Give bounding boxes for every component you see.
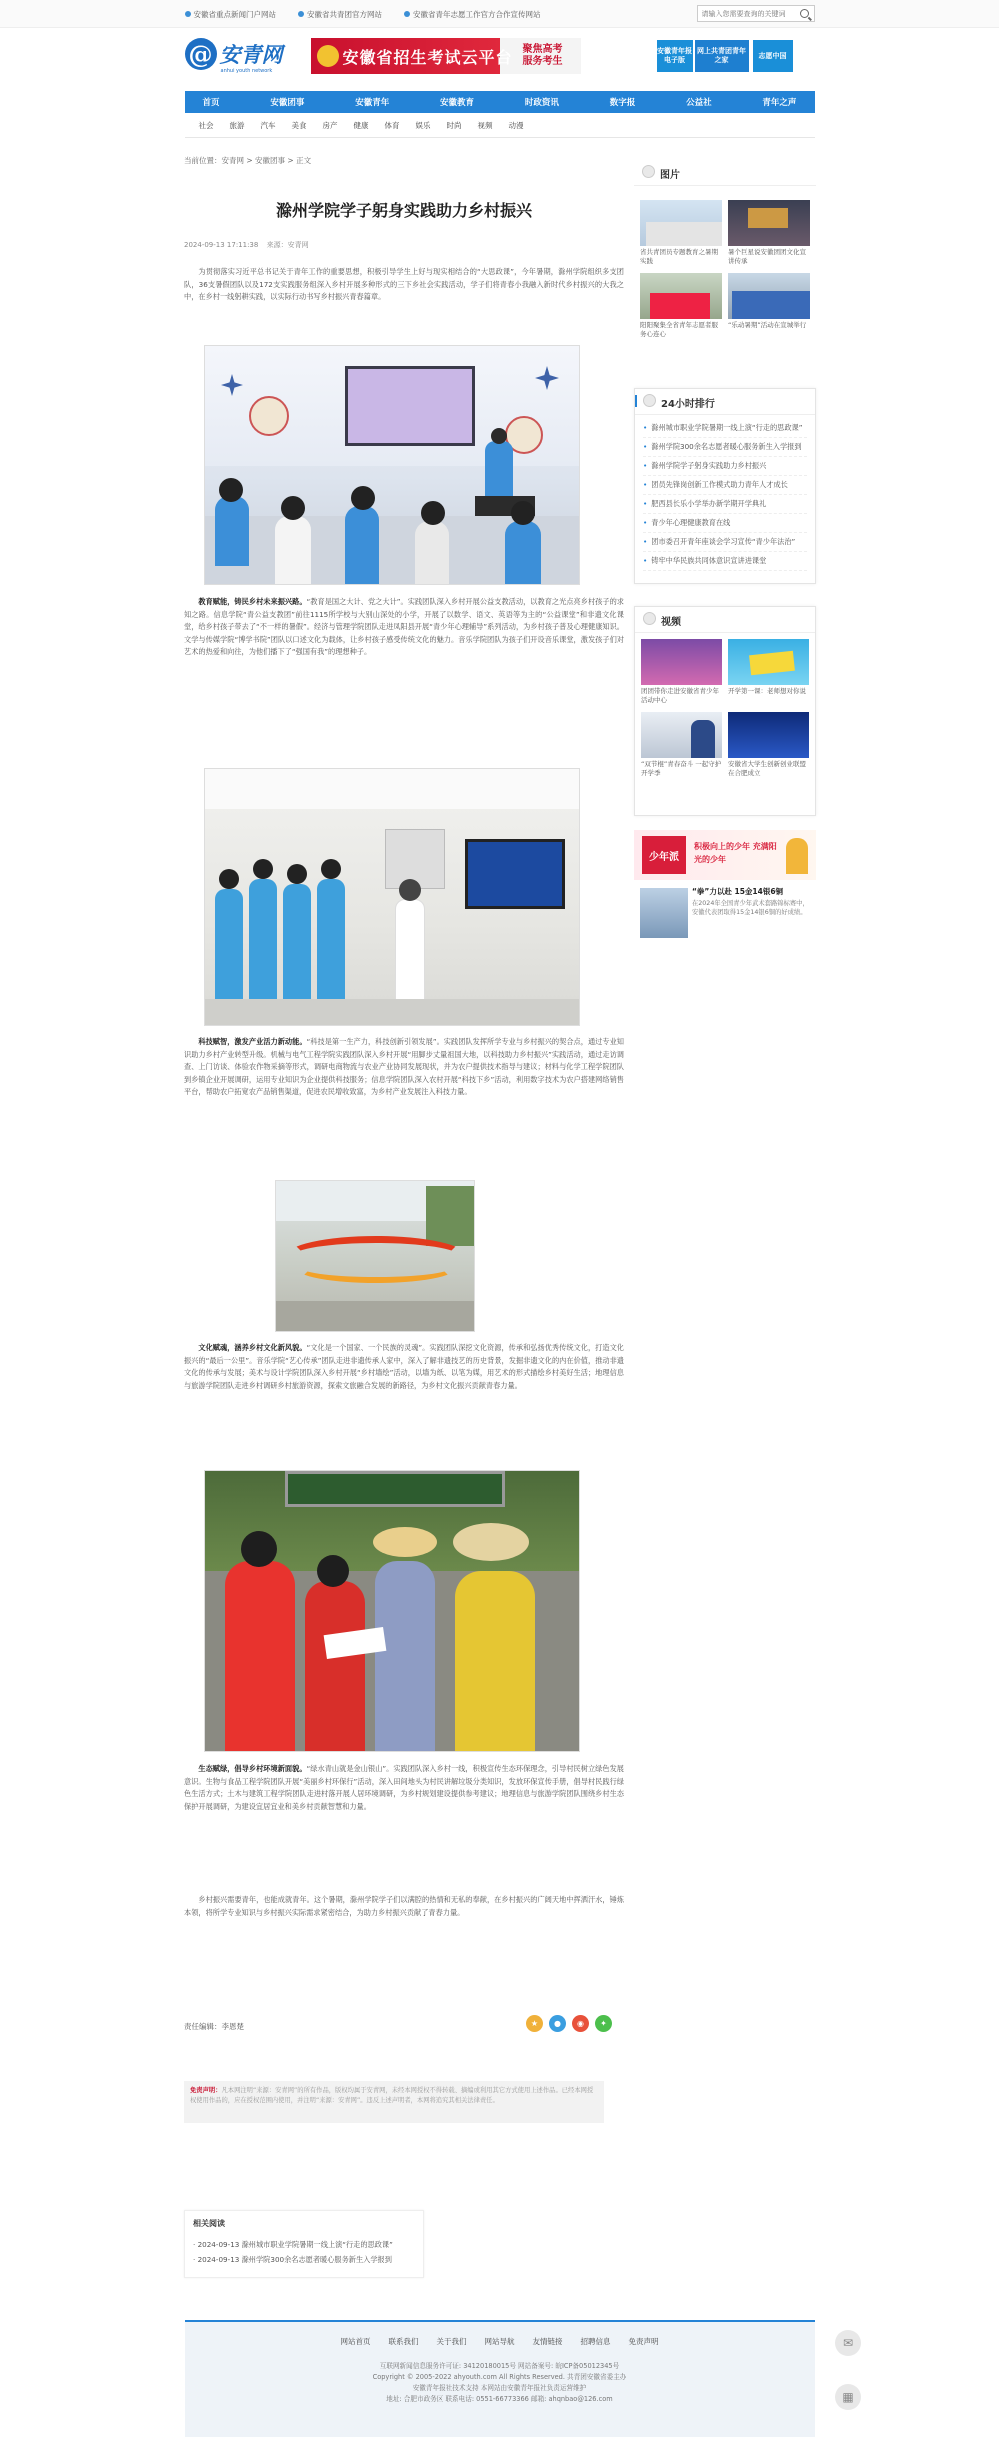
rank-item[interactable]: • 滁州城市职业学院暑期一线上演“行走的思政课” xyxy=(643,419,807,438)
subnav-item[interactable]: 美食 xyxy=(291,121,307,130)
article-paragraph: 为贯彻落实习近平总书记关于青年工作的重要思想，积极引导学生上好与现实相结合的“大思政课”，今年暑期，滁州学院组织多支团队，36支暑假团队以及172支实践服务组深入乡村开展多种形式的三下乡社会实践活动，学子们将青春小我融入新时代乡村振兴的大我之中，在乡村一线躬耕实践，以实际行动书写乡村振兴青春篇章。 xyxy=(184,267,624,301)
subnav-item[interactable]: 汽车 xyxy=(260,121,276,130)
top-link-3-label: 安徽省青年志愿工作官方合作宣传网站 xyxy=(413,9,541,19)
editor-label: 责任编辑： xyxy=(184,2022,222,2031)
sidebar-ranking-title: 24小时排行 xyxy=(661,399,715,410)
qrcode-float-button[interactable] xyxy=(835,2384,861,2410)
banner-title: 安徽省招生考试云平台 xyxy=(342,47,513,67)
sidebar-video-caption: “双节棍”青春奋斗 一起守护开学季 xyxy=(641,760,722,777)
related-title: 相关阅读 xyxy=(193,2219,225,2228)
ad-news-thumb xyxy=(640,888,688,938)
subnav-item[interactable]: 动漫 xyxy=(508,121,524,130)
sidebar-photos xyxy=(634,160,816,376)
related-reading xyxy=(184,2210,424,2278)
disclaimer xyxy=(184,2081,604,2123)
editor-line xyxy=(184,2021,244,2032)
sidebar-video-caption: 开学第一课：老师想对你说 xyxy=(728,687,806,695)
rank-item[interactable]: • 滁州学院学子躬身实践助力乡村振兴 xyxy=(643,457,807,476)
top-link-2-label: 安徽省共青团官方网站 xyxy=(307,9,382,19)
footer-line: 地址: 合肥市政务区 联系电话: 0551-66773366 邮箱: ahqnbao@126.com xyxy=(386,2395,613,2403)
sidebar-video xyxy=(634,606,816,816)
article-paragraph: 科技赋智，激发产业活力新动能。“科技是第一生产力，科技创新引领发展”。实践团队发挥所学专业与乡村振兴的契合点，通过专业知识助力乡村产业转型升级。机械与电气工程学院实践团队深入乡村开展“用脚步丈量祖国大地，以科技助力乡村振兴”实践活动，通过走访调查、上门访谈、体验农作物采摘等形式，调研电商物流与农业产业协同发展现状，并为农户提供技术指导与建议；材料与化学工程学院团队到乡镇企业开展调研，运用专业知识为企业提供科技服务；信息学院团队深入农村开展“科技下乡”活动，利用数字技术为农户搭建网络销售平台，帮助农户拓宽农产品销售渠道，促进农民增收致富，为乡村产业发展注入科技力量。 xyxy=(184,1037,624,1096)
logo-text: 安青网 xyxy=(219,42,283,67)
ad-badge: 少年派 xyxy=(642,836,686,874)
rank-item[interactable]: • 铸牢中华民族共同体意识宣讲进课堂 xyxy=(643,552,807,571)
rank-item[interactable]: • 团市委召开青年座谈会学习宣传“青少年法治” xyxy=(643,533,807,552)
wechat-float-button[interactable] xyxy=(835,2330,861,2356)
banner-side-2: 服务考生 xyxy=(522,56,563,67)
article-photo-dragon-dance xyxy=(275,1180,475,1332)
nav-youth-voice[interactable]: 青年之声 xyxy=(762,98,797,108)
sidebar-ad-banner[interactable] xyxy=(634,830,816,880)
clock-icon xyxy=(643,394,656,407)
qzone-share-icon[interactable]: ★ xyxy=(526,2015,543,2032)
promo-tile-1-label: 安徽青年报电子版 xyxy=(657,47,692,64)
banner-side-1: 聚焦高考 xyxy=(522,44,563,55)
footer-link[interactable]: 免责声明 xyxy=(628,2337,659,2346)
sidebar-photo-item[interactable] xyxy=(640,273,722,340)
sidebar-video-title: 视频 xyxy=(661,617,681,628)
article-photo-garbage-sorting xyxy=(204,1470,580,1752)
sidebar-photo-caption: 暑个巨星说安徽团团文化宣讲传承 xyxy=(728,248,806,265)
ad-news-text: 在2024年全国青少年武术套路锦标赛中，安徽代表团取得15金14银6铜的好成绩。 xyxy=(692,900,809,916)
nav-tuanshi[interactable]: 安徽团事 xyxy=(270,98,305,108)
logo-subtext: anhui youth network xyxy=(220,68,273,74)
related-item[interactable]: · 2024-09-13 滁州学院300余名志愿者暖心服务新生入学报到 xyxy=(193,2255,392,2264)
disclaimer-text: 凡本网注明“来源：安青网”的所有作品，版权均属于安青网，未经本网授权不得转载、摘编或利用其它方式使用上述作品。已经本网授权使用作品的，应在授权范围内使用，并注明“来源：安青网”。违反上述声明者，本网将追究其相关法律责任。 xyxy=(190,2087,594,2104)
article-photo-classroom xyxy=(204,345,580,585)
nav-education[interactable]: 安徽教育 xyxy=(440,98,475,108)
sidebar-ranking-header xyxy=(635,389,815,415)
footer-link[interactable]: 网站导航 xyxy=(484,2337,515,2346)
sidebar-video-item[interactable] xyxy=(728,639,809,706)
wechat-icon: ✉ xyxy=(842,2336,854,2350)
video-icon xyxy=(643,612,656,625)
subnav-item[interactable]: 旅游 xyxy=(229,121,245,130)
footer-link[interactable]: 关于我们 xyxy=(436,2337,467,2346)
article-date: 2024-09-13 17:11:38 xyxy=(184,241,259,249)
related-item[interactable]: · 2024-09-13 滁州城市职业学院暑期一线上演“行走的思政课” xyxy=(193,2240,393,2249)
sidebar-photo-caption: 阳阳聚集全省青年志愿者服务心连心 xyxy=(640,321,718,338)
share-bar xyxy=(526,2015,612,2032)
sidebar-photo-caption: “乐动暑期”活动在宣城举行 xyxy=(728,321,807,329)
footer-link[interactable]: 招聘信息 xyxy=(580,2337,611,2346)
sidebar-video-item[interactable] xyxy=(641,712,722,779)
editor-name: 李恩楚 xyxy=(221,2022,244,2031)
sidebar-video-caption: 安徽省大学生创新创业联盟在合肥成立 xyxy=(728,760,806,777)
subnav-item[interactable]: 健康 xyxy=(353,121,369,130)
top-link-1-label: 安徽省重点新闻门户网站 xyxy=(193,9,276,19)
ad-title: 积极向上的少年 充满阳光的少年 xyxy=(694,842,777,864)
wechat-share-icon[interactable]: ✦ xyxy=(595,2015,612,2032)
paragraph-lead: 科技赋智，激发产业活力新动能。 xyxy=(198,1037,307,1046)
qq-share-icon[interactable]: ● xyxy=(549,2015,566,2032)
nav-politics[interactable]: 时政资讯 xyxy=(524,98,559,108)
footer-link[interactable]: 网站首页 xyxy=(340,2337,371,2346)
sidebar-video-header xyxy=(635,607,815,633)
sidebar-ranking xyxy=(634,388,816,584)
nav-youth[interactable]: 安徽青年 xyxy=(355,98,390,108)
nav-charity[interactable]: 公益社 xyxy=(686,98,712,108)
footer-line: 安徽青年报社技术支持 本网站由安徽青年报社负责运营维护 xyxy=(412,2384,587,2392)
promo-tile-3-label: 志愿中国 xyxy=(758,51,787,60)
breadcrumb: 当前位置：安青网 > 安徽团事 > 正文 xyxy=(184,156,312,165)
sidebar-video-item[interactable] xyxy=(641,639,722,706)
sidebar-ad-news[interactable] xyxy=(634,884,816,944)
nav-epaper[interactable]: 数字报 xyxy=(609,98,636,108)
article-source: 来源：安青网 xyxy=(266,241,309,249)
rank-item[interactable]: • 青少年心理健康教育在线 xyxy=(643,514,807,533)
article-paragraph: 教育赋能，铸民乡村未来振兴路。“教育是国之大计、党之大计”。实践团队深入乡村开展公益支教活动，以教育之光点亮乡村孩子的求知之路。信息学院“青公益支教团”前往1115所学校与大别山深处的小学，开展了以数学、语文、英语等为主的“公益课堂”和非遗文化课堂，给乡村孩子带去了“不一样的暑假”。经济与管理学院团队走进凤阳县开展“青少年心理辅导”系列活动，为乡村孩子普及心理健康知识。文学与传媒学院“博学书院”团队以口述文化为载体，让乡村孩子感受传统文化的魅力。音乐学院团队为孩子们开设音乐课堂，激发孩子们对艺术的热爱和向往，为他们播下了“强国有我”的理想种子。 xyxy=(184,597,624,656)
sidebar-photo-item[interactable] xyxy=(640,200,722,267)
article-photo-lab xyxy=(204,768,580,1026)
subnav-item[interactable]: 体育 xyxy=(384,121,400,130)
paragraph-lead: 生态赋绿，倡导乡村环境新面貌。 xyxy=(198,1764,307,1773)
sidebar-photo-caption: 省共青团员专题教育之暑期实践 xyxy=(640,248,718,265)
accent-bar xyxy=(635,395,637,407)
sidebar-photo-item[interactable] xyxy=(728,273,810,340)
promo-tile-2-label: 网上共青团青年之家 xyxy=(697,47,746,64)
rank-item[interactable]: • 团员先锋岗创新工作模式助力青年人才成长 xyxy=(643,476,807,495)
sidebar-video-item[interactable] xyxy=(728,712,809,779)
footer-link[interactable]: 联系我们 xyxy=(388,2337,419,2346)
paragraph-lead: 文化赋魂，涵养乡村文化新风貌。 xyxy=(198,1343,307,1352)
footer-line: Copyright © 2005-2022 ahyouth.com All Rights Reserved. 共青团安徽省委主办 xyxy=(372,2373,627,2381)
ad-news-title: “拳”力以赴 15金14银6铜 xyxy=(692,887,784,896)
sidebar-video-caption: 团团带你走进安徽省青少年活动中心 xyxy=(641,687,719,704)
rank-item[interactable]: • 滁州学院300余名志愿者暖心服务新生入学报到 xyxy=(643,438,807,457)
logo-at-icon: @ xyxy=(185,38,217,70)
qrcode-icon: ▦ xyxy=(842,2390,854,2404)
footer-line: 互联网新闻信息服务许可证: 34120180015号 网站备案号: 皖ICP备05012345号 xyxy=(379,2362,620,2370)
sidebar-photos-header xyxy=(634,160,816,186)
footer-link[interactable]: 友情链接 xyxy=(532,2337,563,2346)
nav-home[interactable]: 首页 xyxy=(202,98,220,108)
article-paragraph: 乡村振兴需要青年，也能成就青年。这个暑期，滁州学院学子们以满腔的热情和无私的奉献，在乡村振兴的广阔天地中挥洒汗水，锤炼本领，将所学专业知识与乡村振兴实际需求紧密结合，为助力乡村振兴贡献了青春力量。 xyxy=(184,1895,624,1917)
subnav-item[interactable]: 房产 xyxy=(322,121,338,130)
subnav-item[interactable]: 时尚 xyxy=(446,121,462,130)
weibo-share-icon[interactable]: ◉ xyxy=(572,2015,589,2032)
paragraph-lead: 教育赋能，铸民乡村未来振兴路。 xyxy=(198,597,307,606)
sidebar-photo-item[interactable] xyxy=(728,200,810,267)
sidebar-photos-title: 图片 xyxy=(660,170,680,181)
subnav-item[interactable]: 社会 xyxy=(198,121,214,130)
subnav-item[interactable]: 视频 xyxy=(477,121,493,130)
article-paragraph: 文化赋魂，涵养乡村文化新风貌。“文化是一个国家、一个民族的灵魂”。实践团队深挖文化资源，传承和弘扬优秀传统文化，打造文化振兴的“最后一公里”。音乐学院“艺心传承”团队走进非遗传承人家中，深入了解非遗技艺的历史背景，发掘非遗文化的内在价值，推动非遗文化的传承与发展；美术与设计学院团队深入乡村开展“乡村墙绘”活动，以墙为纸、以笔为媒，用艺术的形式描绘乡村美好生活；地理信息与旅游学院团队走进乡村调研乡村旅游资源，探索文旅融合发展的新路径，为乡村文化振兴贡献青春力量。 xyxy=(184,1343,624,1390)
subnav-item[interactable]: 娱乐 xyxy=(415,121,431,130)
article-meta xyxy=(184,240,315,250)
article-paragraph: 生态赋绿，倡导乡村环境新面貌。“绿水青山就是金山银山”。实践团队深入乡村一线，积极宣传生态环保理念，引导村民树立绿色发展意识。生物与食品工程学院团队开展“美丽乡村环保行”活动，深入田间地头为村民讲解垃圾分类知识，发放环保宣传手册，倡导村民践行绿色生活方式；土木与建筑工程学院团队走进村落开展人居环境调研，为乡村规划建设提供参考建议；地理信息与旅游学院团队围绕乡村生态保护开展调研，为建设宜居宜业和美乡村贡献智慧和力量。 xyxy=(184,1764,624,1811)
camera-icon xyxy=(642,165,655,178)
disclaimer-label: 免责声明： xyxy=(190,2087,222,2094)
rank-item[interactable]: • 肥西县长乐小学举办新学期开学典礼 xyxy=(643,495,807,514)
article-title: 滁州学院学子躬身实践助力乡村振兴 xyxy=(275,201,532,220)
